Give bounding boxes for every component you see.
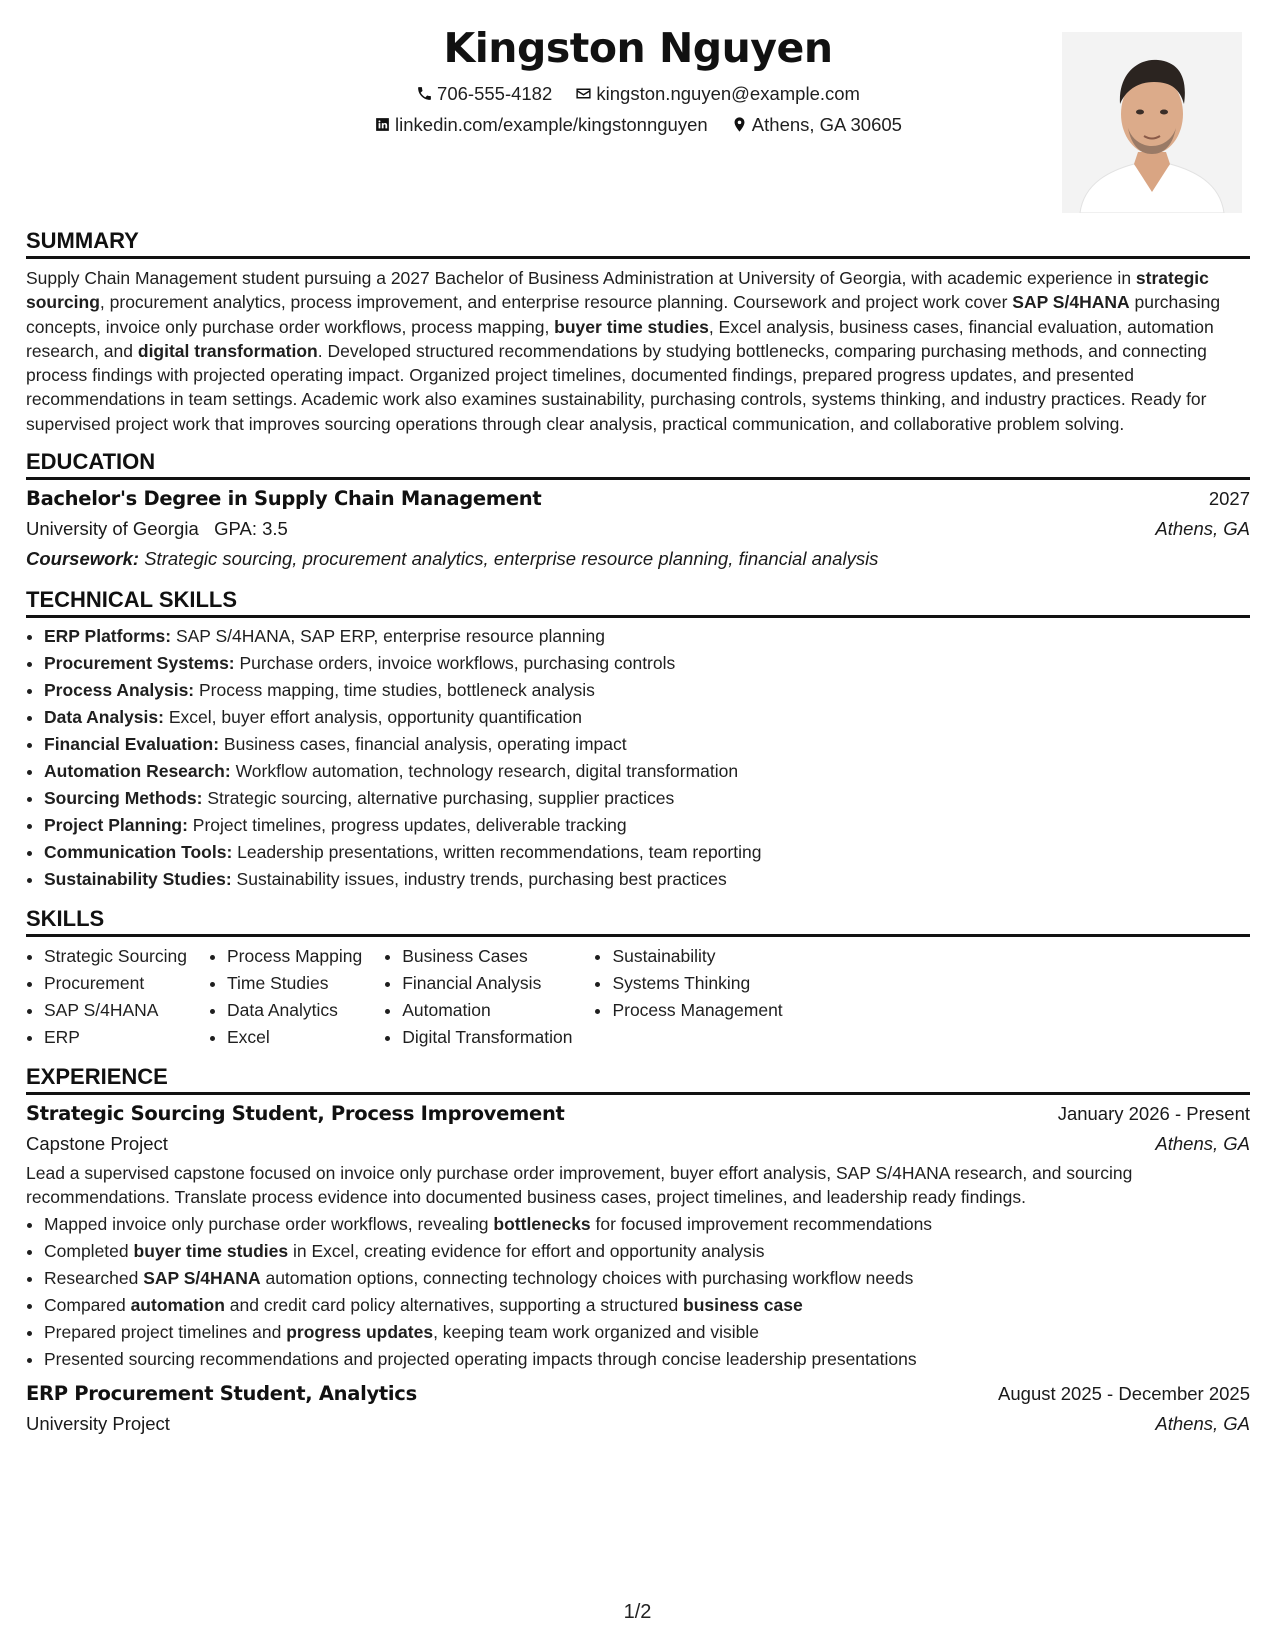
skills-section — [26, 906, 1250, 1051]
coursework-row — [26, 544, 1250, 574]
bold-text: buyer time studies — [554, 316, 709, 337]
technical-skill-item — [44, 731, 1250, 758]
skill-label: Financial Evaluation: — [44, 734, 220, 755]
skill-label: Process Analysis: — [44, 680, 195, 701]
education-section — [26, 449, 1250, 574]
skill-detail: Process mapping, time studies, bottleneck analysis — [194, 680, 595, 701]
skill-item: • ERP — [44, 1024, 187, 1051]
job-bullet — [44, 1265, 1250, 1292]
technical-skills-section — [26, 587, 1250, 893]
profile-photo — [1062, 32, 1242, 213]
skill-detail: Strategic sourcing, alternative purchasing, supplier practices — [202, 788, 675, 809]
technical-skills-list — [26, 623, 1250, 893]
job-location: Athens, GA — [1155, 1412, 1250, 1434]
job-title: ERP Procurement Student, Analytics — [26, 1381, 417, 1405]
phone-text: 706-555-4182 — [437, 83, 553, 104]
skill-item: • Systems Thinking — [612, 970, 782, 997]
envelope-icon — [575, 85, 592, 102]
skills-column — [26, 943, 187, 1051]
skill-detail: Business cases, financial analysis, operating impact — [219, 734, 627, 755]
skills-grid — [26, 943, 1250, 1051]
linkedin-icon — [374, 116, 391, 133]
technical-skill-item — [44, 623, 1250, 650]
job-dates: January 2026 - Present — [1057, 1103, 1250, 1125]
skill-detail: Leadership presentations, written recommendations, team reporting — [232, 842, 762, 863]
bold-text: SAP S/4HANA — [1012, 292, 1130, 313]
skills-column — [384, 943, 572, 1051]
skill-item: • Sustainability — [612, 943, 782, 970]
job-description: Lead a supervised capstone focused on invoice only purchase order improvement, buyer effort analysis, SAP S/4HANA research, and sourcing recommendations. Translate process evidence into documented business cases, project timelines, and leadership ready findings. — [26, 1163, 1133, 1208]
job-org: University Project — [26, 1412, 170, 1434]
phone-contact — [416, 83, 552, 105]
text-run: for focused improvement recommendations — [590, 1213, 933, 1234]
skill-label: Procurement Systems: — [44, 653, 235, 674]
job-org-row — [26, 1129, 1250, 1159]
text-run: . Developed structured recommendations by studying bottlenecks, comparing purchasing methods, and connecting process findings with projected operating impact. Organized project timelines, documented findings, prepared progress updates, and presented recommendations in team settings. Academic work also examines sustainability, purchasing controls, systems thinking, and industry practices. Ready for supervised project work that improves sourcing operations through clear analysis, practical communication, and collaborative problem solving. — [26, 340, 1207, 434]
linkedin-text: linkedin.com/example/kingstonnguyen — [395, 114, 708, 135]
resume-header — [26, 18, 1250, 228]
text-run: Supply Chain Management student pursuing a 2027 Bachelor of Business Administration at University of Georgia, with academic experience in — [26, 268, 1136, 288]
map-pin-icon — [731, 116, 748, 133]
job-title-row — [26, 1099, 1250, 1129]
text-run: and credit card policy alternatives, supporting a structured — [224, 1294, 684, 1315]
linkedin-contact[interactable] — [374, 114, 708, 136]
bold-text: SAP S/4HANA — [143, 1267, 261, 1288]
experience-section — [26, 1064, 1250, 1439]
job-title: Strategic Sourcing Student, Process Improvement — [26, 1102, 565, 1126]
school-location: Athens, GA — [1155, 518, 1250, 540]
technical-skill-item — [44, 785, 1250, 812]
job-title-row — [26, 1379, 1250, 1409]
graduation-year: 2027 — [1208, 488, 1250, 510]
text-run: Compared — [44, 1294, 131, 1315]
skill-item: • Automation — [402, 997, 572, 1024]
text-run: , procurement analytics, process improvement, and enterprise resource planning. Coursework and project work cover — [99, 292, 1013, 313]
technical-skill-item — [44, 758, 1250, 785]
bold-text: progress updates — [286, 1321, 434, 1342]
skill-item: • SAP S/4HANA — [44, 997, 187, 1024]
experience-entry — [26, 1379, 1250, 1439]
email-text: kingston.nguyen@example.com — [596, 83, 860, 104]
bold-text: strategic sourcing — [26, 268, 1209, 313]
skill-label: ERP Platforms: — [44, 626, 172, 647]
skill-detail: Purchase orders, invoice workflows, purchasing controls — [234, 653, 676, 674]
text-run: , keeping team work organized and visible — [433, 1321, 759, 1342]
skill-item: • Business Cases — [402, 943, 572, 970]
bold-text: business case — [683, 1294, 803, 1315]
text-run: in Excel, creating evidence for effort and opportunity analysis — [288, 1240, 765, 1261]
skills-heading: SKILLS — [26, 906, 1250, 937]
text-run: purchasing concepts, invoice only purchase order workflows, process mapping, — [26, 292, 1221, 337]
page-number: 1/2 — [623, 1601, 652, 1623]
coursework-text: Strategic sourcing, procurement analytics, enterprise resource planning, financial analysis — [144, 548, 879, 570]
skill-item: • Time Studies — [227, 970, 362, 997]
job-bullet — [44, 1346, 1250, 1373]
skill-item: • Data Analytics — [227, 997, 362, 1024]
technical-skill-item — [44, 650, 1250, 677]
job-bullets — [26, 1211, 1250, 1373]
skill-detail: Project timelines, progress updates, deliverable tracking — [187, 815, 627, 836]
bold-text: buyer time studies — [133, 1240, 289, 1261]
text-run: Prepared project timelines and — [44, 1321, 287, 1342]
degree-title: Bachelor's Degree in Supply Chain Management — [26, 487, 542, 511]
skill-detail: Workflow automation, technology research, digital transformation — [230, 761, 739, 782]
summary-text — [26, 266, 1250, 436]
school-name: University of Georgia — [26, 518, 199, 540]
location-contact — [731, 114, 902, 136]
candidate-name: Kingston Nguyen — [443, 24, 833, 72]
skills-column — [209, 943, 362, 1051]
job-bullet — [44, 1292, 1250, 1319]
skill-label: Sustainability Studies: — [44, 869, 232, 890]
job-org: Capstone Project — [26, 1133, 168, 1155]
experience-entry — [26, 1099, 1250, 1373]
skill-label: Communication Tools: — [44, 842, 233, 863]
resume-page — [26, 18, 1250, 1439]
skill-item: • Digital Transformation — [402, 1024, 572, 1051]
skill-label: Project Planning: — [44, 815, 188, 836]
skill-item: • Excel — [227, 1024, 362, 1051]
job-bullet — [44, 1238, 1250, 1265]
coursework-label: Coursework: — [26, 548, 140, 570]
skill-label: Automation Research: — [44, 761, 231, 782]
text-run: , Excel analysis, business cases, financial evaluation, automation research, and — [26, 316, 1214, 361]
phone-icon — [416, 85, 433, 102]
bold-text: bottlenecks — [493, 1213, 591, 1234]
text-run: Mapped invoice only purchase order workflows, revealing — [44, 1213, 494, 1234]
technical-skill-item — [44, 839, 1250, 866]
technical-skill-item — [44, 812, 1250, 839]
job-dates: August 2025 - December 2025 — [998, 1382, 1250, 1404]
job-location: Athens, GA — [1155, 1133, 1250, 1155]
technical-skill-item — [44, 866, 1250, 893]
text-run: Completed — [44, 1240, 134, 1261]
skill-detail: Excel, buyer effort analysis, opportunity quantification — [163, 707, 582, 728]
education-heading: EDUCATION — [26, 449, 1250, 480]
bold-text: digital transformation — [137, 340, 318, 361]
person-portrait-icon — [1062, 32, 1242, 213]
summary-heading: SUMMARY — [26, 228, 1250, 259]
email-contact[interactable] — [575, 83, 860, 105]
text-run: Presented sourcing recommendations and projected operating impacts through concise leadership presentations — [44, 1348, 917, 1369]
skill-item: • Strategic Sourcing — [44, 943, 187, 970]
text-run: Researched — [44, 1267, 144, 1288]
job-bullet — [44, 1211, 1250, 1238]
skill-item: • Procurement — [44, 970, 187, 997]
skill-label: Data Analysis: — [44, 707, 164, 728]
skill-detail: Sustainability issues, industry trends, purchasing best practices — [231, 869, 727, 890]
bold-text: automation — [130, 1294, 225, 1315]
technical-skills-heading: TECHNICAL SKILLS — [26, 587, 1250, 618]
location-text: Athens, GA 30605 — [751, 114, 902, 135]
education-school-row — [26, 514, 1250, 544]
skill-item: • Process Mapping — [227, 943, 362, 970]
text-run: automation options, connecting technology choices with purchasing workflow needs — [260, 1267, 914, 1288]
experience-heading: EXPERIENCE — [26, 1064, 1250, 1095]
technical-skill-item — [44, 704, 1250, 731]
summary-section — [26, 228, 1250, 436]
job-org-row — [26, 1409, 1250, 1439]
technical-skill-item — [44, 677, 1250, 704]
education-title-row — [26, 484, 1250, 514]
skill-label: Sourcing Methods: — [44, 788, 203, 809]
skill-item: • Process Management — [612, 997, 782, 1024]
skills-column — [594, 943, 782, 1051]
skill-detail: SAP S/4HANA, SAP ERP, enterprise resource planning — [171, 626, 605, 647]
skill-item: • Financial Analysis — [402, 970, 572, 997]
job-bullet — [44, 1319, 1250, 1346]
gpa: GPA: 3.5 — [214, 518, 288, 540]
